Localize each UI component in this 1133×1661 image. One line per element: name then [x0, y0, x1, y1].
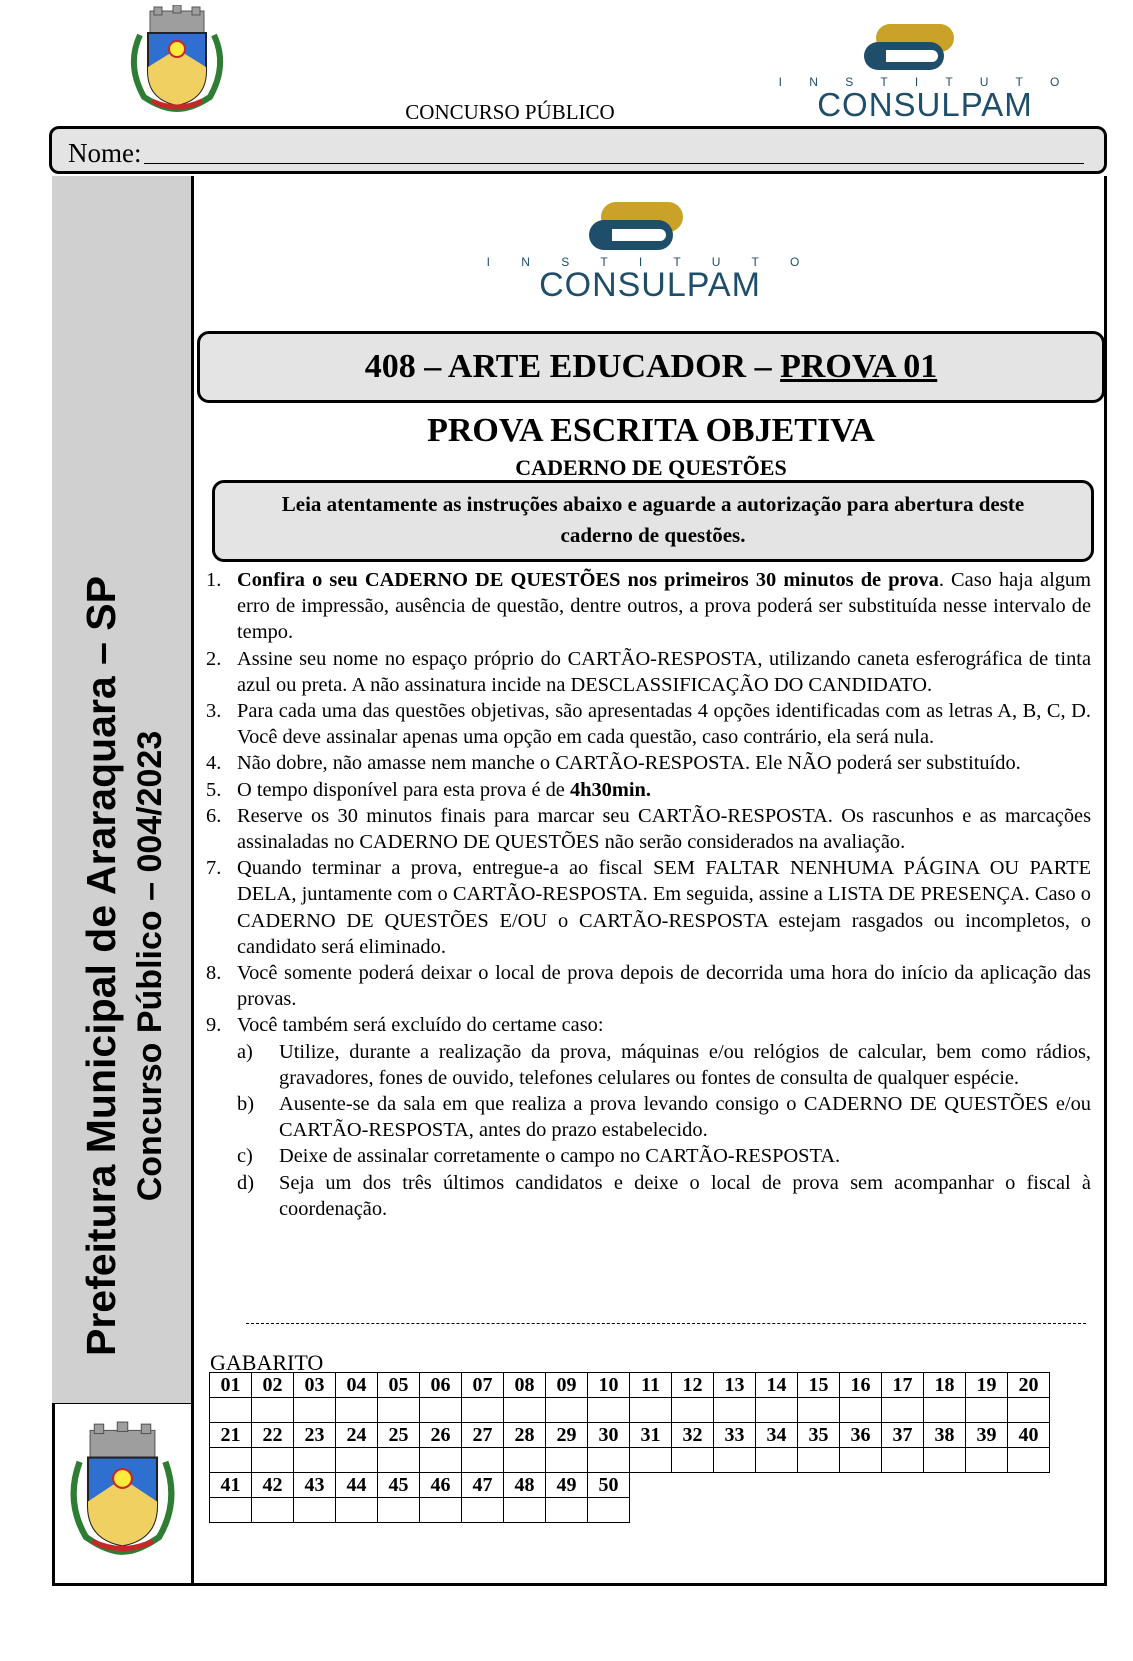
question-number: 09 [546, 1373, 588, 1398]
sub-list-item: c) Deixe de assinalar corretamente o campo no CARTÃO-RESPOSTA. [237, 1145, 841, 1168]
question-number: 07 [462, 1373, 504, 1398]
table-row [210, 1373, 1050, 1398]
question-number: 29 [546, 1423, 588, 1448]
list-item: 2. Assine seu nome no espaço próprio do CARTÃO-RESPOSTA, utilizando caneta esferográfica de tinta azul ou preta. A não assinatura incide na DESCLASSIFICAÇÃO DO CANDIDATO. [206, 647, 1091, 696]
araraquara-coat-of-arms-bottom [65, 1420, 180, 1560]
list-item: 8. Você somente poderá deixar o local de prova depois de decorrida uma hora do início da aplicação das provas. [206, 962, 1091, 1011]
exam-title-box [197, 331, 1105, 403]
question-number: 44 [336, 1473, 378, 1498]
question-number: 30 [588, 1423, 630, 1448]
list-item: 9. Você também será excluído do certame caso: [206, 1014, 604, 1037]
list-item: 5. O tempo disponível para esta prova é de 4h30min. [206, 778, 651, 801]
araraquara-coat-of-arms-top [122, 5, 232, 115]
list-item: 7. Quando terminar a prova, entregue-a ao fiscal SEM FALTAR NENHUMA PÁGINA OU PARTE DELA, juntamente com o CARTÃO-RESPOSTA. Em seguida, assine a LISTA DE PRESENÇA. Caso o CADERNO DE QUESTÕES E/OU o CARTÃO-RESPOSTA estejam rasgados ou incompletos, o candidato será eliminado. [206, 857, 1091, 958]
exam-heading: PROVA ESCRITA OBJETIVA [427, 412, 875, 449]
question-number: 01 [210, 1373, 252, 1398]
name-bar [49, 126, 1107, 174]
sidebar-line1: Prefeitura Municipal de Araraquara – SP [78, 575, 124, 1357]
question-number: 37 [882, 1423, 924, 1448]
sidebar-line2: Concurso Público – 004/2023 [131, 730, 169, 1202]
question-number: 12 [672, 1373, 714, 1398]
question-number: 35 [798, 1423, 840, 1448]
exam-title-prova: PROVA 01 [780, 348, 938, 385]
sidebar-text [75, 466, 173, 1466]
instructions-list [206, 567, 1091, 1222]
question-number: 47 [462, 1473, 504, 1498]
question-number: 32 [672, 1423, 714, 1448]
question-number: 03 [294, 1373, 336, 1398]
sub-list-item: d) Seja um dos três últimos candidatos e deixe o local de prova sem acompanhar o fiscal à coordenação. [237, 1171, 1091, 1220]
question-number: 19 [966, 1373, 1008, 1398]
question-number: 04 [336, 1373, 378, 1398]
question-number: 38 [924, 1423, 966, 1448]
consulpam-logo-top [770, 20, 1080, 125]
question-number: 10 [588, 1373, 630, 1398]
dashed-divider [246, 1323, 1086, 1324]
exam-title-prefix: 408 – ARTE EDUCADOR – [364, 348, 781, 385]
institute-small-center: I N S T I T U T O [486, 255, 814, 269]
list-item: 4. Não dobre, não amasse nem manche o CARTÃO-RESPOSTA. Ele NÃO poderá ser substituído. [206, 752, 1021, 775]
question-number: 28 [504, 1423, 546, 1448]
answer-row [210, 1448, 1050, 1473]
question-number: 43 [294, 1473, 336, 1498]
question-number: 02 [252, 1373, 294, 1398]
question-number: 49 [546, 1473, 588, 1498]
question-number: 41 [210, 1473, 252, 1498]
question-number: 23 [294, 1423, 336, 1448]
question-number: 45 [378, 1473, 420, 1498]
question-number: 22 [252, 1423, 294, 1448]
question-number: 08 [504, 1373, 546, 1398]
sub-list-item: a) Utilize, durante a realização da prova, máquinas e/ou relógios de calcular, bem como rádios, gravadores, fones de ouvido, telefones celulares ou fontes de consulta de qualquer espécie. [237, 1040, 1091, 1089]
consulpam-logo-center [480, 198, 820, 308]
question-number: 11 [630, 1373, 672, 1398]
question-number: 24 [336, 1423, 378, 1448]
list-item: 6. Reserve os 30 minutos finais para marcar seu CARTÃO-RESPOSTA. Os rascunhos e as marcações assinaladas no CADERNO DE QUESTÕES não serão considerados na avaliação. [206, 804, 1091, 854]
question-number: 16 [840, 1373, 882, 1398]
question-number: 13 [714, 1373, 756, 1398]
question-number: 36 [840, 1423, 882, 1448]
name-input-line[interactable] [144, 163, 1084, 164]
question-number: 50 [588, 1473, 630, 1498]
question-number: 40 [1008, 1423, 1050, 1448]
institute-name-top: CONSULPAM [817, 86, 1033, 123]
sub-list-item: b) Ausente-se da sala em que realiza a prova levando consigo o CADERNO DE QUESTÕES e/ou CARTÃO-RESPOSTA, antes do prazo estabelecido. [237, 1093, 1091, 1142]
header-title: CONCURSO PÚBLICO [405, 100, 615, 124]
question-number: 17 [882, 1373, 924, 1398]
sidebar [52, 176, 194, 1404]
table-row [210, 1423, 1050, 1448]
gabarito-label: GABARITO [210, 1350, 324, 1375]
question-number: 46 [420, 1473, 462, 1498]
question-number: 34 [756, 1423, 798, 1448]
question-number: 14 [756, 1373, 798, 1398]
question-number: 39 [966, 1423, 1008, 1448]
question-number: 20 [1008, 1373, 1050, 1398]
table-row [210, 1473, 1050, 1498]
list-item: 3. Para cada uma das questões objetivas, são apresentadas 4 opções identificadas com as letras A, B, C, D. Você deve assinalar apenas uma opção em cada questão, caso contrário, ela será nula. [206, 700, 1091, 749]
gabarito-table-1 [209, 1372, 1050, 1523]
question-number: 21 [210, 1423, 252, 1448]
question-number: 15 [798, 1373, 840, 1398]
question-number: 42 [252, 1473, 294, 1498]
question-number: 25 [378, 1423, 420, 1448]
question-number: 26 [420, 1423, 462, 1448]
answer-row [210, 1498, 1050, 1523]
question-number: 05 [378, 1373, 420, 1398]
institute-name-center: CONSULPAM [539, 266, 761, 304]
question-number: 06 [420, 1373, 462, 1398]
exam-subheading: CADERNO DE QUESTÕES [515, 455, 787, 480]
question-number: 27 [462, 1423, 504, 1448]
answer-row [210, 1398, 1050, 1423]
institute-small-top: I N S T I T U T O [778, 75, 1072, 89]
list-item: 1. Confira o seu CADERNO DE QUESTÕES nos primeiros 30 minutos de prova. Caso haja algum erro de impressão, ausência de questão, dentre outros, a prova poderá ser substituída nesse intervalo de tempo. [206, 569, 1091, 644]
name-label: Nome: [68, 138, 142, 168]
question-number: 31 [630, 1423, 672, 1448]
question-number: 18 [924, 1373, 966, 1398]
question-number: 48 [504, 1473, 546, 1498]
notice-box: Leia atentamente as instruções abaixo e aguarde a autorização para abertura deste caderno de questões. [212, 480, 1094, 562]
question-number: 33 [714, 1423, 756, 1448]
